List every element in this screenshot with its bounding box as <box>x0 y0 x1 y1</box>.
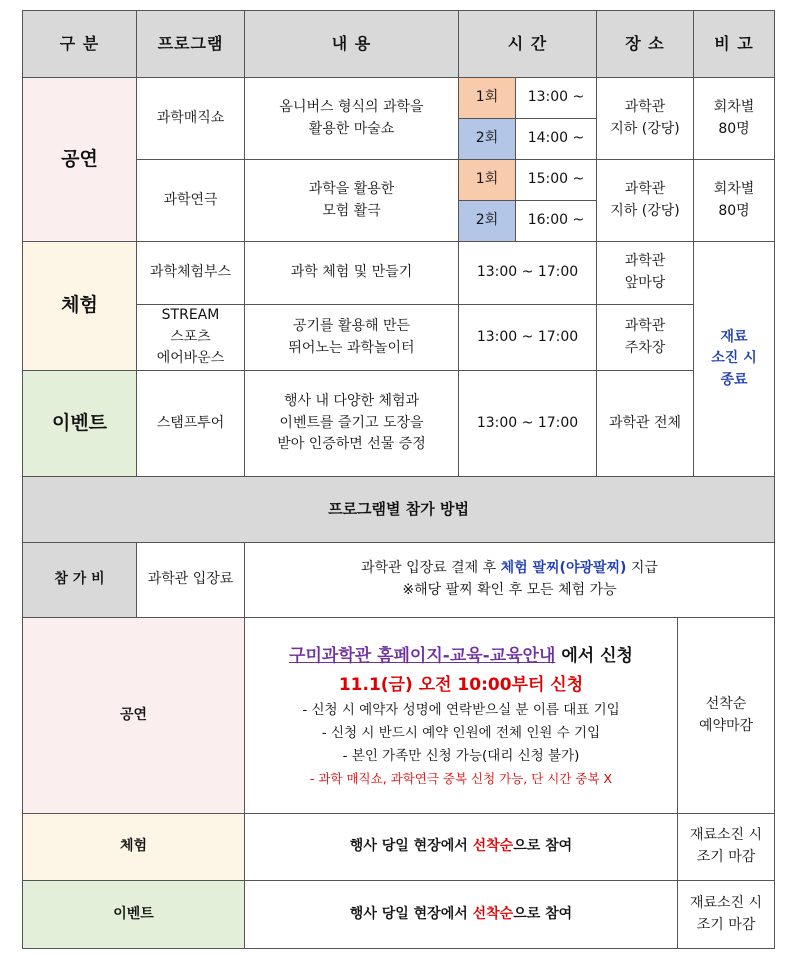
round-badge: 1회 <box>459 160 516 201</box>
program-experience-booth: 과학체험부스 <box>137 242 245 305</box>
header-category: 구 분 <box>23 11 137 78</box>
place-magic-show: 과학관 지하 (강당) <box>597 78 694 160</box>
content-science-drama: 과학을 활용한 모험 활극 <box>245 160 459 242</box>
method-performance-note: 선착순 예약마감 <box>678 618 775 814</box>
table-row <box>23 543 775 618</box>
place-air-bounce: 과학관 주차장 <box>597 305 694 371</box>
table-row <box>23 78 775 119</box>
category-experience: 체험 <box>23 242 137 371</box>
fee-label: 참 가 비 <box>23 543 137 618</box>
schedule-document <box>22 10 774 949</box>
table-row <box>23 242 775 305</box>
method-event-note: 재료소진 시 조기 마감 <box>678 881 775 949</box>
table-row <box>23 371 775 477</box>
table-row <box>23 881 775 949</box>
content-magic-show: 옴니버스 형식의 과학을 활용한 마술쇼 <box>245 78 459 160</box>
time-value: 13:00 ~ 17:00 <box>459 371 597 477</box>
homepage-link[interactable]: 구미과학관 홈페이지-교육-교육안내 <box>289 645 556 666</box>
section-title-participation: 프로그램별 참가 방법 <box>23 477 775 543</box>
method-performance-label: 공연 <box>23 618 245 814</box>
note-science-drama: 회차별 80명 <box>694 160 775 242</box>
category-event: 이벤트 <box>23 371 137 477</box>
header-place: 장 소 <box>597 11 694 78</box>
round-badge: 1회 <box>459 78 516 119</box>
program-science-drama: 과학연극 <box>137 160 245 242</box>
program-table <box>22 10 775 543</box>
note-material-exhaustion: 재료 소진 시 종료 <box>694 242 775 477</box>
time-value: 13:00 ~ 17:00 <box>459 305 597 371</box>
content-stamp-tour: 행사 내 다양한 체험과 이벤트를 즐기고 도장을 받아 인증하면 선물 증정 <box>245 371 459 477</box>
program-magic-show: 과학매직쇼 <box>137 78 245 160</box>
table-row <box>23 618 775 814</box>
fee-program: 과학관 입장료 <box>137 543 245 618</box>
program-stamp-tour: 스탬프투어 <box>137 371 245 477</box>
method-performance-detail: 구미과학관 홈페이지-교육-교육안내 에서 신청 11.1(금) 오전 10:00부터 신청 - 신청 시 예약자 성명에 연락받으실 분 이름 대표 기입 - 신청 시 반드시 예약 인원에 전체 인원 수 기입 - 본인 가족만 신청 가능(대리 신청 불가) - 과학 매직쇼, 과학연극 중복 신청 가능, 단 시간 중복 X <box>245 618 678 814</box>
time-value: 15:00 ~ <box>516 160 597 201</box>
content-experience-booth: 과학 체험 및 만들기 <box>245 242 459 305</box>
method-event-label: 이벤트 <box>23 881 245 949</box>
method-experience-detail: 행사 당일 현장에서 선착순으로 참여 <box>245 814 678 881</box>
table-header-row <box>23 11 775 78</box>
header-program: 프로그램 <box>137 11 245 78</box>
content-air-bounce: 공기를 활용해 만든 뛰어노는 과학놀이터 <box>245 305 459 371</box>
header-time: 시 간 <box>459 11 597 78</box>
participation-table <box>22 542 775 949</box>
time-value: 16:00 ~ <box>516 201 597 242</box>
round-badge: 2회 <box>459 119 516 160</box>
category-performance: 공연 <box>23 78 137 242</box>
note-magic-show: 회차별 80명 <box>694 78 775 160</box>
method-experience-note: 재료소진 시 조기 마감 <box>678 814 775 881</box>
time-value: 13:00 ~ <box>516 78 597 119</box>
method-experience-label: 체험 <box>23 814 245 881</box>
program-air-bounce: STREAM 스포츠 에어바운스 <box>137 305 245 371</box>
time-value: 14:00 ~ <box>516 119 597 160</box>
header-content: 내 용 <box>245 11 459 78</box>
header-note: 비 고 <box>694 11 775 78</box>
table-row <box>23 814 775 881</box>
time-value: 13:00 ~ 17:00 <box>459 242 597 305</box>
place-science-drama: 과학관 지하 (강당) <box>597 160 694 242</box>
round-badge: 2회 <box>459 201 516 242</box>
place-stamp-tour: 과학관 전체 <box>597 371 694 477</box>
table-row <box>23 477 775 543</box>
method-event-detail: 행사 당일 현장에서 선착순으로 참여 <box>245 881 678 949</box>
fee-description: 과학관 입장료 결제 후 체험 팔찌(야광팔찌) 지급 ※해당 팔찌 확인 후 모든 체험 가능 <box>245 543 775 618</box>
place-experience-booth: 과학관 앞마당 <box>597 242 694 305</box>
